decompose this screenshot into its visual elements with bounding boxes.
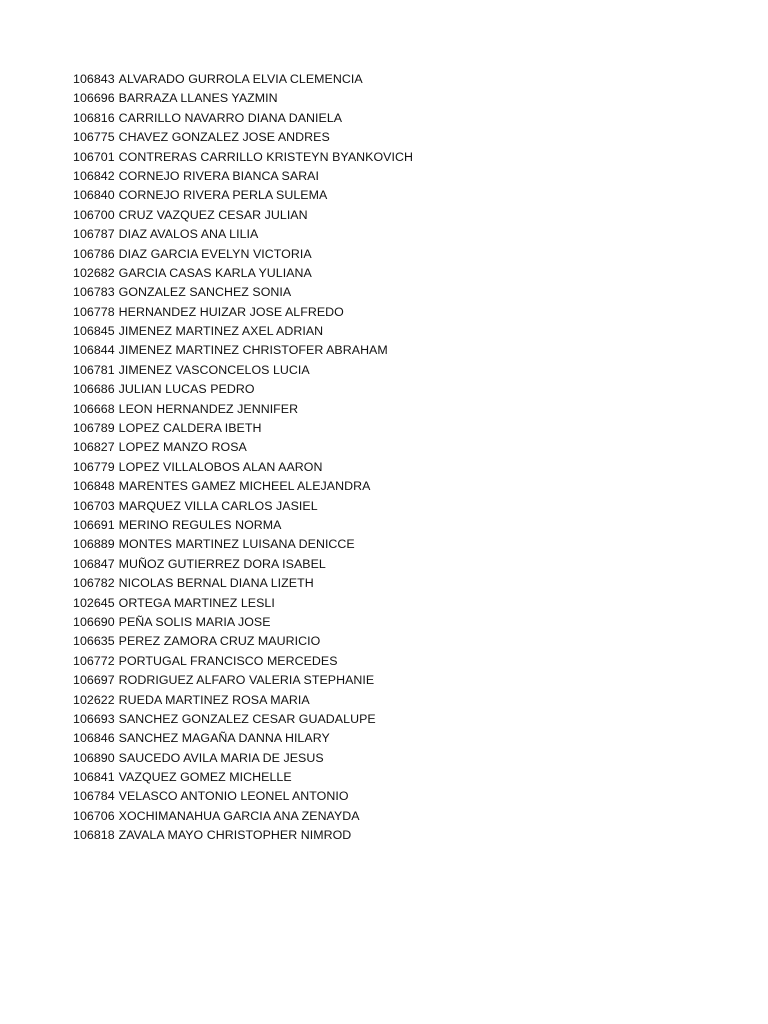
- list-item: [73, 283, 413, 302]
- student-name: DIAZ GARCIA EVELYN VICTORIA: [118, 246, 312, 261]
- list-item: [73, 322, 413, 341]
- student-roster-list: [73, 70, 413, 846]
- list-item: [73, 109, 413, 128]
- student-name: CARRILLO NAVARRO DIANA DANIELA: [118, 110, 343, 125]
- list-item: [73, 516, 413, 535]
- student-id: 106787: [73, 227, 115, 242]
- student-id: 106775: [73, 130, 115, 145]
- student-id: 106686: [73, 382, 115, 397]
- student-name: HERNANDEZ HUIZAR JOSE ALFREDO: [118, 304, 344, 319]
- student-id: 106783: [73, 285, 115, 300]
- student-name: VELASCO ANTONIO LEONEL ANTONIO: [118, 789, 349, 804]
- student-id: 106847: [73, 556, 115, 571]
- student-name: DIAZ AVALOS ANA LILIA: [118, 227, 259, 242]
- student-id: 106848: [73, 479, 115, 494]
- student-name: ZAVALA MAYO CHRISTOPHER NIMROD: [118, 828, 352, 843]
- student-id: 106690: [73, 614, 115, 629]
- list-item: [73, 148, 413, 167]
- list-item: [73, 341, 413, 360]
- list-item: [73, 652, 413, 671]
- list-item: [73, 380, 413, 399]
- student-id: 106779: [73, 459, 115, 474]
- list-item: [73, 361, 413, 380]
- student-name: RODRIGUEZ ALFARO VALERIA STEPHANIE: [118, 673, 375, 688]
- student-id: 106840: [73, 188, 115, 203]
- student-name: JIMENEZ MARTINEZ CHRISTOFER ABRAHAM: [118, 343, 388, 358]
- student-id: 102645: [73, 595, 115, 610]
- student-id: 106844: [73, 343, 115, 358]
- student-name: SANCHEZ MAGAÑA DANNA HILARY: [118, 731, 330, 746]
- student-name: JIMENEZ MARTINEZ AXEL ADRIAN: [118, 324, 324, 339]
- list-item: [73, 167, 413, 186]
- list-item: [73, 400, 413, 419]
- student-name: MONTES MARTINEZ LUISANA DENICCE: [118, 537, 355, 552]
- student-id: 106703: [73, 498, 115, 513]
- student-name: GONZALEZ SANCHEZ SONIA: [118, 285, 292, 300]
- list-item: [73, 225, 413, 244]
- list-item: [73, 691, 413, 710]
- list-item: [73, 807, 413, 826]
- student-id: 106700: [73, 207, 115, 222]
- student-name: XOCHIMANAHUA GARCIA ANA ZENAYDA: [118, 808, 360, 823]
- student-id: 106696: [73, 91, 115, 106]
- list-item: [73, 497, 413, 516]
- student-id: 106842: [73, 168, 115, 183]
- list-item: [73, 632, 413, 651]
- student-id: 106691: [73, 517, 115, 532]
- list-item: [73, 787, 413, 806]
- list-item: [73, 535, 413, 554]
- student-name: ORTEGA MARTINEZ LESLI: [118, 595, 275, 610]
- student-name: RUEDA MARTINEZ ROSA MARIA: [118, 692, 310, 707]
- list-item: [73, 613, 413, 632]
- student-name: ALVARADO GURROLA ELVIA CLEMENCIA: [118, 72, 363, 86]
- student-id: 106668: [73, 401, 115, 416]
- student-name: CRUZ VAZQUEZ CESAR JULIAN: [118, 207, 308, 222]
- student-id: 106693: [73, 711, 115, 726]
- student-name: JULIAN LUCAS PEDRO: [118, 382, 255, 397]
- list-item: [73, 826, 413, 845]
- student-id: 106846: [73, 731, 115, 746]
- student-id: 106789: [73, 421, 115, 436]
- student-id: 106782: [73, 576, 115, 591]
- student-name: PEÑA SOLIS MARIA JOSE: [118, 614, 271, 629]
- student-name: CORNEJO RIVERA PERLA SULEMA: [118, 188, 328, 203]
- student-name: MARENTES GAMEZ MICHEEL ALEJANDRA: [118, 479, 371, 494]
- list-item: [73, 749, 413, 768]
- student-id: 106697: [73, 673, 115, 688]
- list-item: [73, 303, 413, 322]
- student-id: 106772: [73, 653, 115, 668]
- student-id: 102622: [73, 692, 115, 707]
- student-name: LOPEZ VILLALOBOS ALAN AARON: [118, 459, 323, 474]
- student-name: PEREZ ZAMORA CRUZ MAURICIO: [118, 634, 321, 649]
- student-id: 106827: [73, 440, 115, 455]
- list-item: [73, 245, 413, 264]
- student-name: LEON HERNANDEZ JENNIFER: [118, 401, 299, 416]
- student-id: 106841: [73, 770, 115, 785]
- student-name: GARCIA CASAS KARLA YULIANA: [118, 265, 312, 280]
- student-name: CONTRERAS CARRILLO KRISTEYN BYANKOVICH: [118, 149, 413, 164]
- student-id: 106635: [73, 634, 115, 649]
- student-name: PORTUGAL FRANCISCO MERCEDES: [118, 653, 338, 668]
- list-item: [73, 710, 413, 729]
- student-name: VAZQUEZ GOMEZ MICHELLE: [118, 770, 292, 785]
- student-id: 106784: [73, 789, 115, 804]
- student-name: MERINO REGULES NORMA: [118, 517, 282, 532]
- student-name: LOPEZ MANZO ROSA: [118, 440, 247, 455]
- student-id: 106843: [73, 72, 115, 86]
- student-id: 102682: [73, 265, 115, 280]
- student-name: MARQUEZ VILLA CARLOS JASIEL: [118, 498, 318, 513]
- student-id: 106890: [73, 750, 115, 765]
- list-item: [73, 574, 413, 593]
- student-name: LOPEZ CALDERA IBETH: [118, 421, 262, 436]
- student-name: BARRAZA LLANES YAZMIN: [118, 91, 278, 106]
- list-item: [73, 671, 413, 690]
- student-id: 106781: [73, 362, 115, 377]
- student-id: 106786: [73, 246, 115, 261]
- student-name: JIMENEZ VASCONCELOS LUCIA: [118, 362, 310, 377]
- student-id: 106845: [73, 324, 115, 339]
- list-item: [73, 419, 413, 438]
- student-id: 106778: [73, 304, 115, 319]
- list-item: [73, 768, 413, 787]
- list-item: [73, 128, 413, 147]
- list-item: [73, 206, 413, 225]
- student-name: SAUCEDO AVILA MARIA DE JESUS: [118, 750, 324, 765]
- student-name: NICOLAS BERNAL DIANA LIZETH: [118, 576, 314, 591]
- student-name: CORNEJO RIVERA BIANCA SARAI: [118, 168, 319, 183]
- list-item: [73, 594, 413, 613]
- student-name: MUÑOZ GUTIERREZ DORA ISABEL: [118, 556, 326, 571]
- list-item: [73, 458, 413, 477]
- student-id: 106701: [73, 149, 115, 164]
- list-item: [73, 477, 413, 496]
- student-id: 106818: [73, 828, 115, 843]
- list-item: [73, 70, 413, 89]
- list-item: [73, 555, 413, 574]
- student-name: CHAVEZ GONZALEZ JOSE ANDRES: [118, 130, 330, 145]
- list-item: [73, 438, 413, 457]
- student-id: 106816: [73, 110, 115, 125]
- student-id: 106706: [73, 808, 115, 823]
- student-id: 106889: [73, 537, 115, 552]
- list-item: [73, 264, 413, 283]
- list-item: [73, 729, 413, 748]
- list-item: [73, 186, 413, 205]
- list-item: [73, 89, 413, 108]
- student-name: SANCHEZ GONZALEZ CESAR GUADALUPE: [118, 711, 376, 726]
